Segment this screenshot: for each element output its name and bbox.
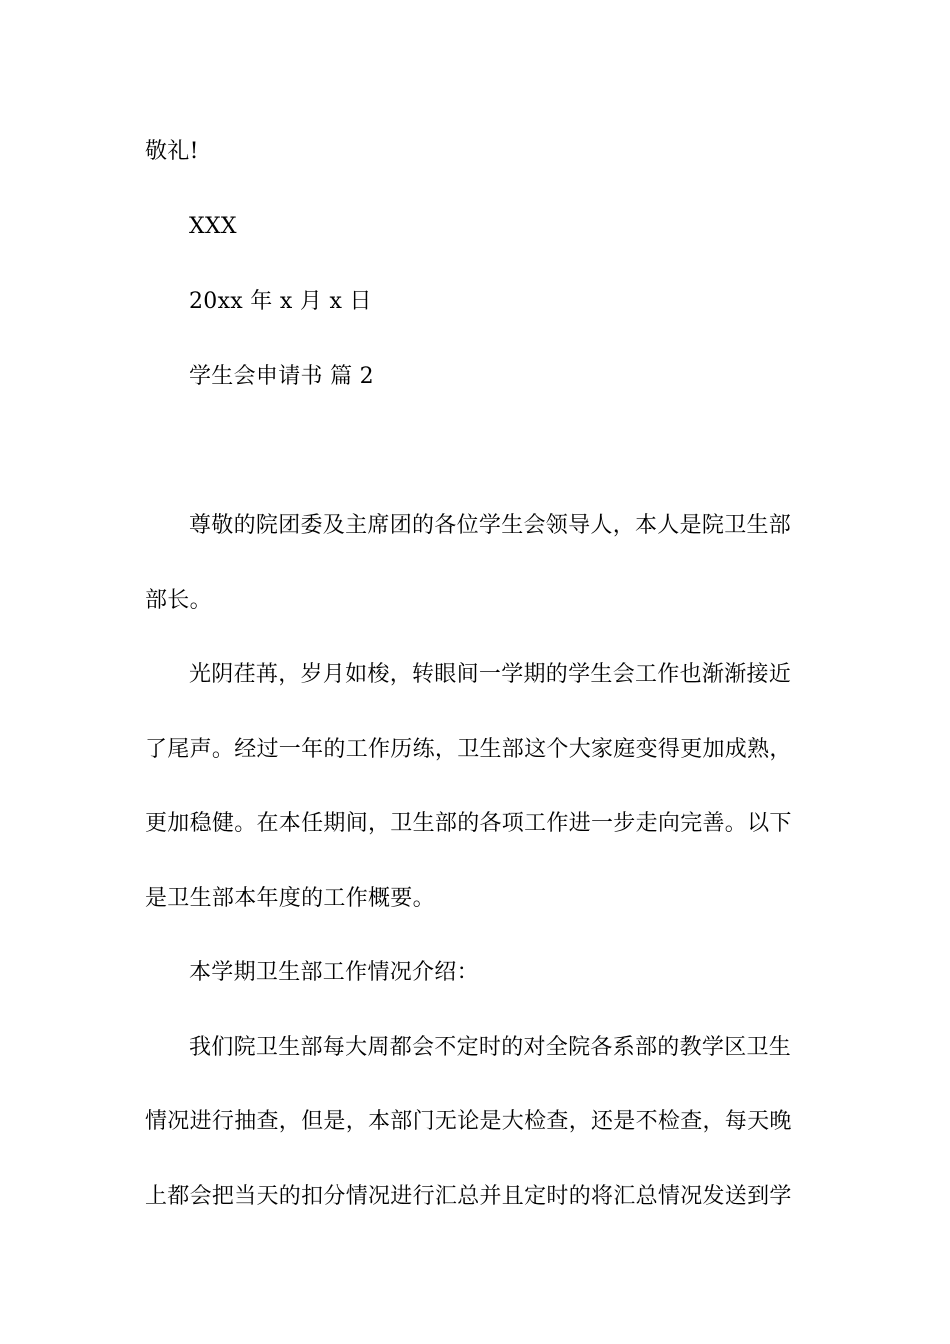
signer-name: XXX [189,214,237,239]
paragraph-line: 上都会把当天的扣分情况进行汇总并且定时的将汇总情况发送到学 [145,1184,792,1209]
paragraph-line: 情况进行抽查，但是，本部门无论是大检查，还是不检查，每天晚 [145,1109,792,1134]
paragraph-line: 是卫生部本年度的工作概要。 [145,886,435,911]
paragraph-line: 本学期卫生部工作情况介绍： [189,960,479,985]
paragraph-line: 尊敬的院团委及主席团的各位学生会领导人，本人是院卫生部 [189,513,792,538]
closing-salutation: 敬礼! [145,139,199,164]
section-heading: 学生会申请书 篇 2 [189,364,374,389]
paragraph-line: 我们院卫生部每大周都会不定时的对全院各系部的教学区卫生 [189,1035,792,1060]
paragraph-line: 部长。 [145,588,212,613]
paragraph-line: 光阴荏苒，岁月如梭，转眼间一学期的学生会工作也渐渐接近 [189,662,792,687]
letter-date: 20xx 年 x 月 x 日 [189,289,372,314]
paragraph-line: 更加稳健。在本任期间，卫生部的各项工作进一步走向完善。以下 [145,811,792,836]
paragraph-line: 了尾声。经过一年的工作历练，卫生部这个大家庭变得更加成熟， [145,737,792,762]
